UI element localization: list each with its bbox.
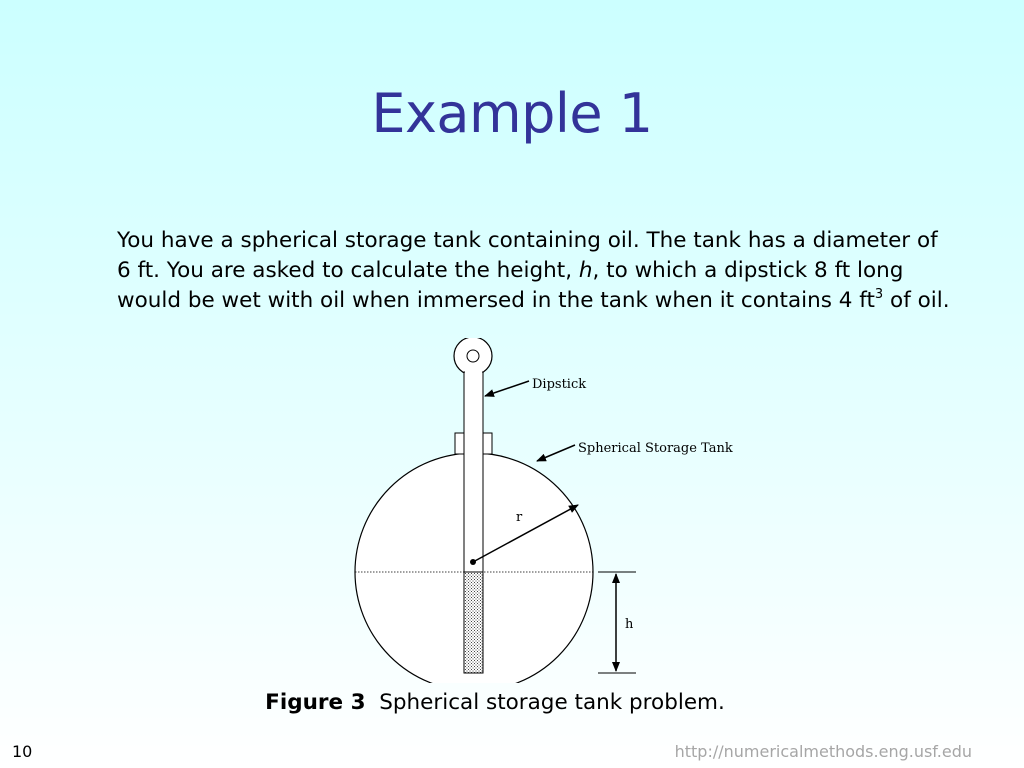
radius-label: r (516, 510, 523, 525)
dipstick-wet-portion (464, 572, 483, 673)
spherical-tank-figure (340, 338, 760, 683)
slide-number: 10 (12, 742, 33, 761)
variable-h: h (578, 258, 593, 283)
caption-text: Spherical storage tank problem. (379, 690, 725, 715)
tank-label: Spherical Storage Tank (578, 441, 733, 456)
dipstick-handle-hole (467, 350, 479, 362)
dipstick-pointer-arrow (485, 381, 529, 396)
dipstick-label: Dipstick (532, 377, 587, 392)
caption-label: Figure 3 (265, 690, 366, 715)
height-label: h (625, 617, 634, 632)
problem-text-part1: You have a spherical storage tank containing oil. The tank has a diameter of 6 ft. You are asked to calculate the height, (117, 228, 938, 283)
tank-pointer-arrow (537, 445, 575, 461)
footer-url: http://numericalmethods.eng.usf.edu (674, 742, 972, 761)
figure-caption (0, 690, 990, 715)
slide-title: Example 1 (371, 82, 653, 145)
problem-statement (117, 226, 957, 316)
problem-text-part3: of oil. (883, 288, 950, 313)
cubic-superscript: 3 (874, 286, 884, 302)
problem-text-part2: , to which a dipstick 8 ft long would be wet with oil when immersed in the tank when it contains 4 ft (117, 258, 904, 313)
